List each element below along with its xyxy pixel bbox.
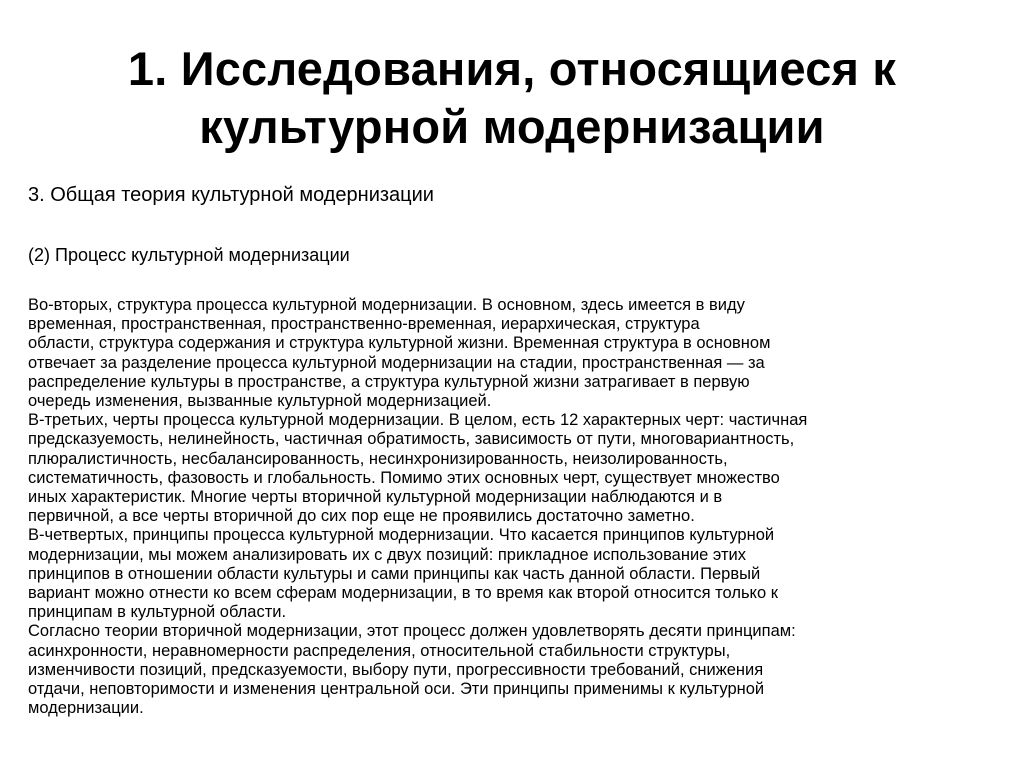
subsection-heading: (2) Процесс культурной модернизации: [28, 245, 350, 265]
text-line: вариант можно отнести ко всем сферам модернизации, в то время как второй относится только к: [28, 584, 778, 603]
body-text: [28, 296, 998, 718]
section-heading: 3. Общая теория культурной модернизации: [28, 184, 434, 206]
text-line: Во-вторых, структура процесса культурной модернизации. В основном, здесь имеется в виду: [28, 296, 745, 314]
paragraph: [28, 411, 998, 526]
paragraph: [28, 334, 998, 411]
slide-title-line-1: 1. Исследования, относящиеся к: [127, 42, 897, 95]
paragraph: [28, 526, 998, 622]
text-line: систематичность, фазовость и глобальность. Помимо этих основных черт, существует множество: [28, 468, 780, 487]
text-line: очередь изменения, вызванные культурной модернизацией.: [28, 392, 492, 411]
text-line: Согласно теории вторичной модернизации, этот процесс должен удовлетворять десяти принципам:: [28, 622, 796, 641]
slide-title-line-2: культурной модернизации: [199, 100, 825, 153]
text-line: В-четвертых, принципы процесса культурной модернизации. Что касается принципов культурной: [28, 526, 775, 545]
slide-title: [40, 40, 984, 156]
text-line: отдачи, неповторимости и изменения центральной оси. Эти принципы применимы к культурной: [28, 680, 765, 699]
text-line: изменчивости позиций, предсказуемости, выбору пути, прогрессивности требований, снижения: [28, 660, 764, 679]
text-line: области, структура содержания и структура культурной жизни. Временная структура в основном: [28, 334, 771, 353]
text-line: распределение культуры в пространстве, а структура культурной жизни затрагивает в первую: [28, 372, 750, 391]
text-line: отвечает за разделение процесса культурной модернизации на стадии, пространственная — за: [28, 353, 765, 372]
text-line: предсказуемость, нелинейность, частичная обратимость, зависимость от пути, многовариантность,: [28, 430, 795, 449]
text-line: модернизации, мы можем анализировать их с двух позиций: прикладное использование этих: [28, 545, 746, 564]
text-line: принципам в культурной области.: [28, 603, 287, 622]
paragraph: [28, 296, 998, 334]
text-line: временная, пространственная, пространственно-временная, иерархическая, структура: [28, 315, 700, 334]
paragraph: [28, 622, 998, 718]
text-line: асинхронности, неравномерности распределения, относительной стабильности структуры,: [28, 641, 731, 660]
text-line: плюралистичность, несбалансированность, несинхронизированность, неизолированность,: [28, 449, 728, 468]
text-line: модернизации.: [28, 699, 144, 718]
text-line: иных характеристик. Многие черты вторичной культурной модернизации наблюдаются и в: [28, 488, 723, 507]
text-line: принципов в отношении области культуры и сами принципы как часть данной области. Первый: [28, 564, 761, 583]
text-line: первичной, а все черты вторичной до сих пор еще не проявились достаточно заметно.: [28, 507, 695, 526]
text-line: В-третьих, черты процесса культурной модернизации. В целом, есть 12 характерных черт: частичная: [28, 411, 808, 430]
